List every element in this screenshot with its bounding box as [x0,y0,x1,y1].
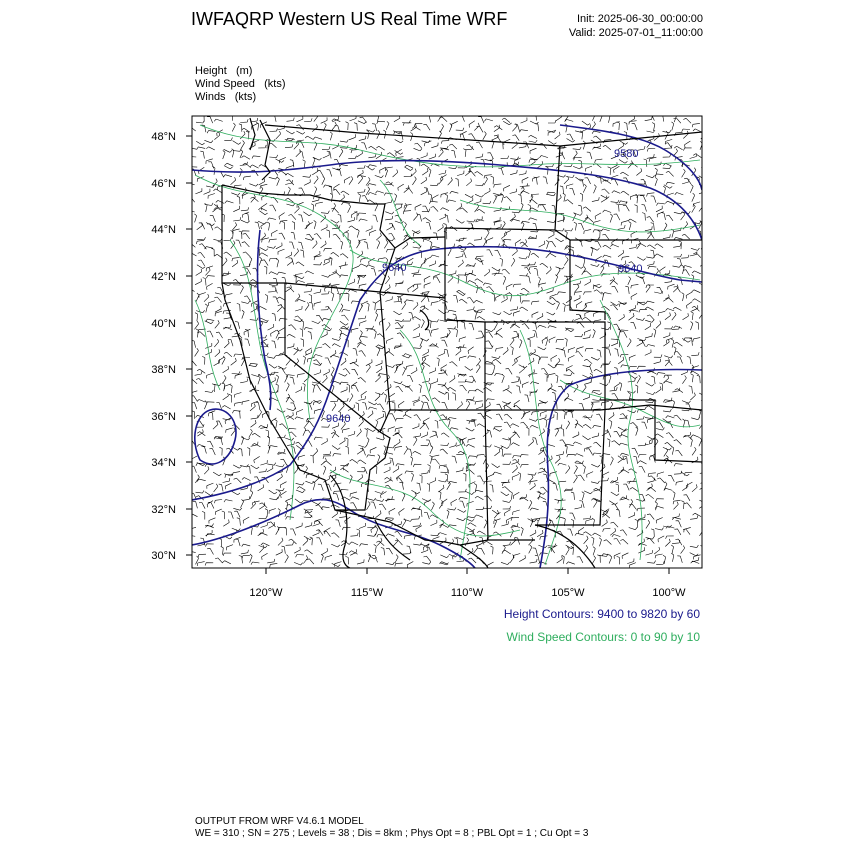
lon-label: 105°W [551,587,585,599]
wind-barb-field [186,112,710,568]
lat-label: 36°N [151,411,176,423]
latitude-ticks [186,136,192,555]
lat-label: 40°N [151,318,176,330]
lat-label: 30°N [151,550,176,562]
wind-barbs [186,112,710,568]
field-winds-unit: (kts) [234,91,257,103]
lat-label: 44°N [151,224,176,236]
lon-label: 120°W [249,587,283,599]
field-winds-name: Winds [195,91,226,103]
latitude-axis [151,131,176,562]
field-wind-speed-unit: (kts) [264,78,286,90]
footer-model-line: OUTPUT FROM WRF V4.6.1 MODEL [195,816,364,827]
footer-config-line: WE = 310 ; SN = 275 ; Levels = 38 ; Dis = 8km ; Phys Opt = 8 ; PBL Opt = 1 ; Cu Opt = 3 [195,828,589,839]
wind-speed-contours-legend: Wind Speed Contours: 0 to 90 by 10 [506,630,700,644]
longitude-ticks [266,568,669,574]
lat-label: 34°N [151,457,176,469]
field-height-name: Height [195,65,227,77]
plot-frame [192,116,702,568]
map-plot-area [186,112,710,568]
lon-label: 100°W [652,587,686,599]
lon-label: 110°W [450,587,484,599]
lat-label: 48°N [151,131,176,143]
lat-label: 42°N [151,271,176,283]
lat-label: 46°N [151,178,176,190]
init-time: Init: 2025-06-30_00:00:00 [577,13,703,25]
lon-label: 115°W [350,587,384,599]
lat-label: 32°N [151,504,176,516]
height-contours-legend: Height Contours: 9400 to 9820 by 60 [503,607,700,621]
longitude-axis [249,587,686,599]
contour-label-9580: 9580 [614,148,639,160]
contour-label-9640-c: 9640 [326,413,351,425]
valid-time: Valid: 2025-07-01_11:00:00 [568,27,703,39]
lat-label: 38°N [151,364,176,376]
field-height-unit: (m) [235,65,253,77]
plot-title: IWFAQRP Western US Real Time WRF [191,9,508,29]
field-wind-speed-name: Wind Speed [195,78,255,90]
contour-label-9640-a: 9640 [382,262,407,274]
contour-label-9640-b: 9640 [618,263,643,275]
